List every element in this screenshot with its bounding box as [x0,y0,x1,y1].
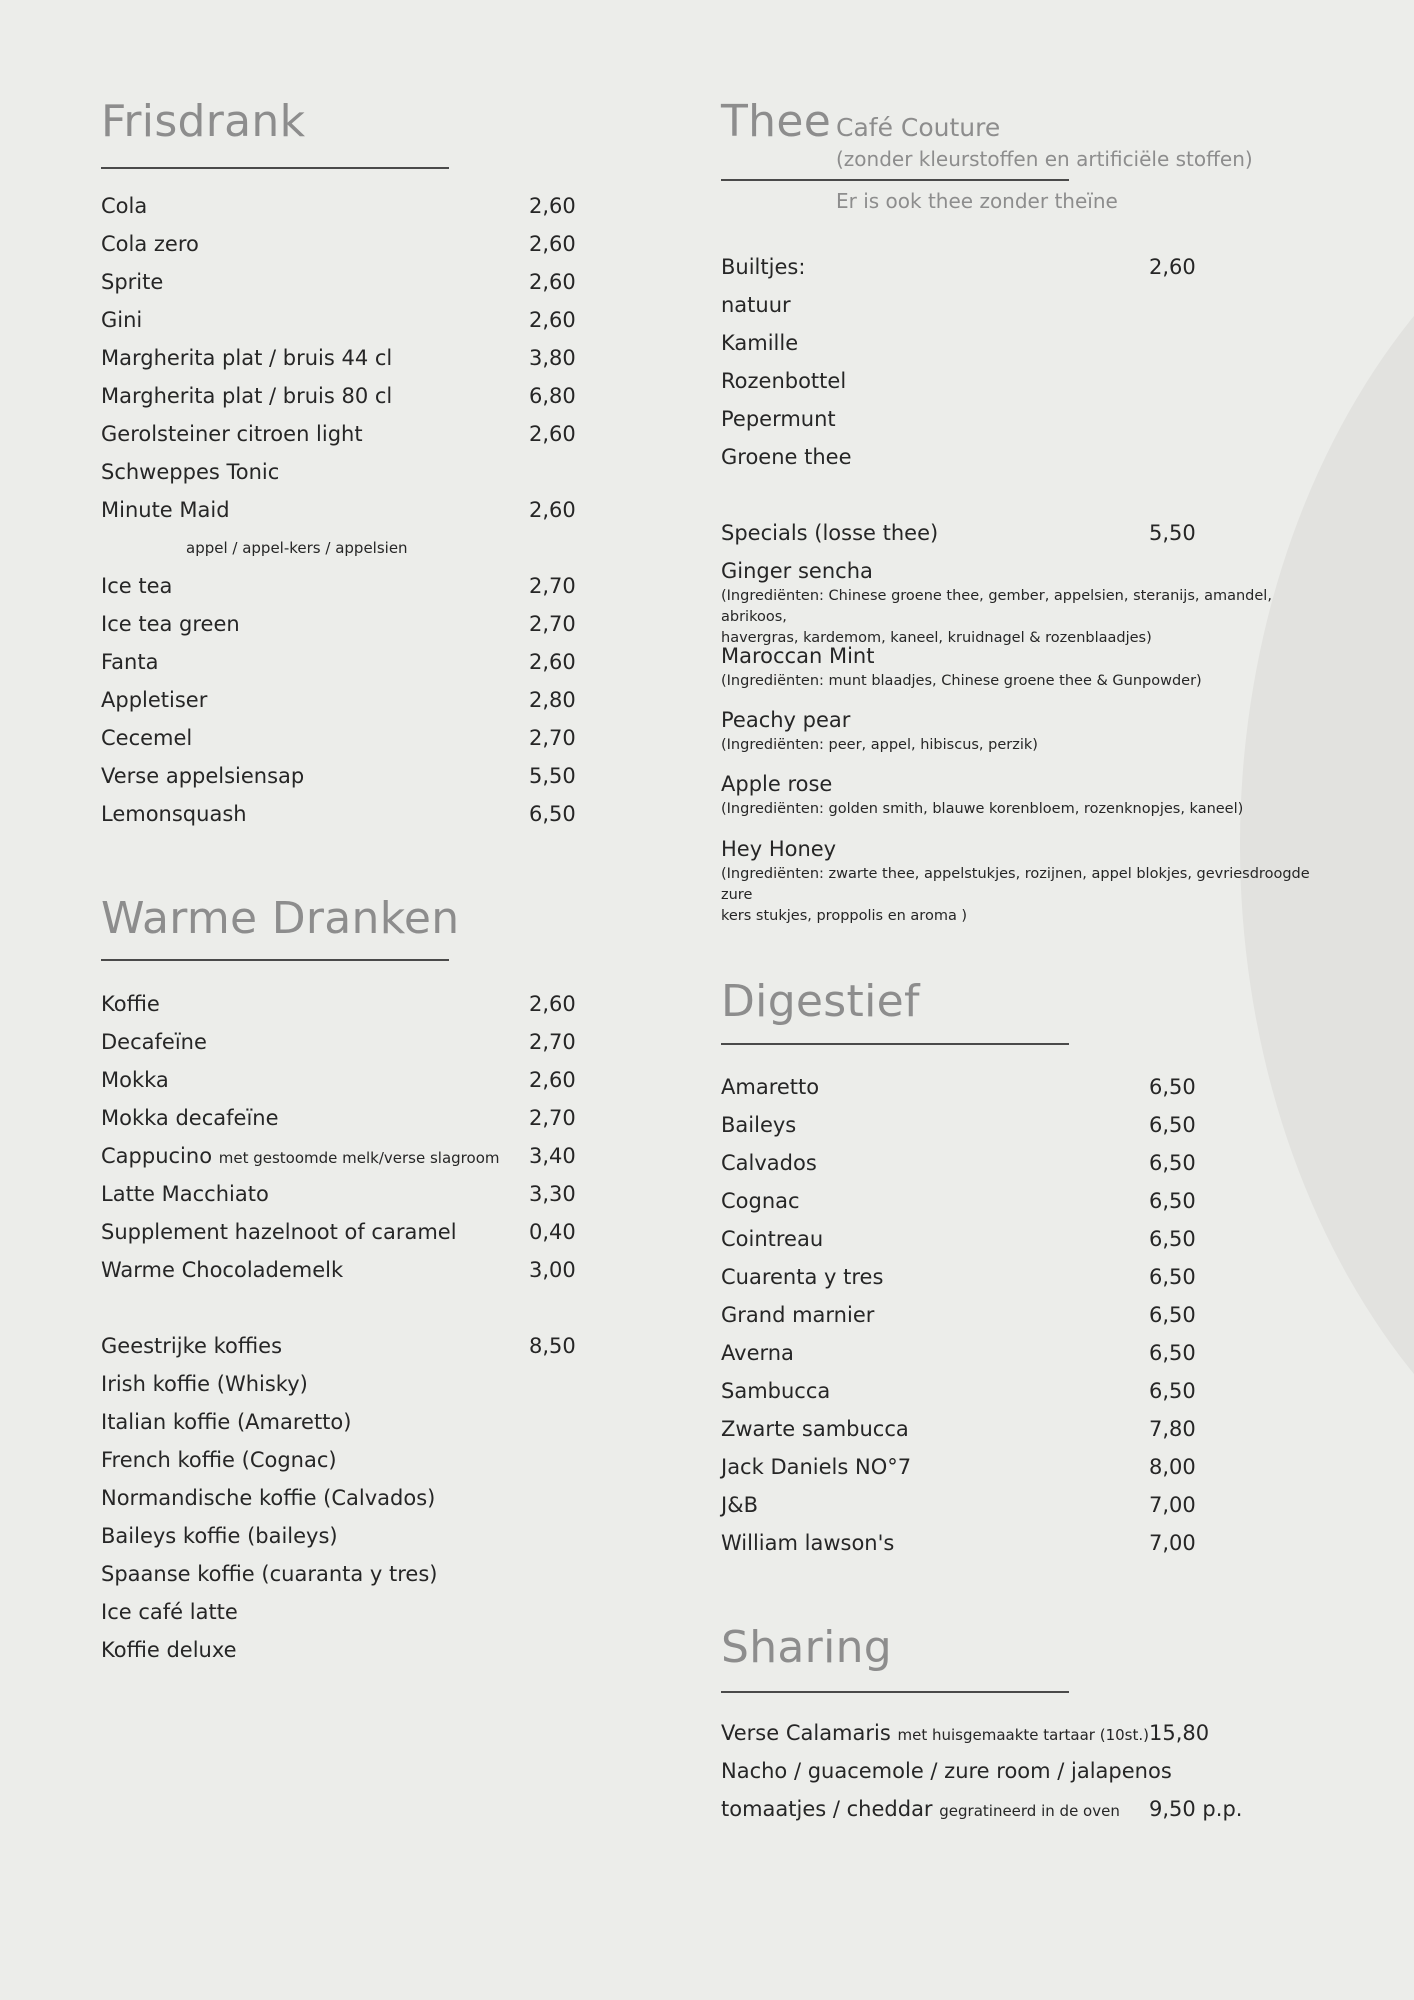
digestief-title: Digestief [721,976,920,1027]
item-name: Lemonsquash [101,802,247,826]
item-price: 2,60 [529,650,576,674]
item-price: 2,60 [529,1068,576,1092]
tea-ingredients [721,735,1321,756]
warme-dranken-title: Warme Dranken [101,893,460,944]
list-item [101,1137,621,1175]
item-name: Builtjes: [721,255,806,279]
list-item [721,1334,1341,1372]
item-name: Baileys koffie (baileys) [101,1524,338,1548]
special-tea-apple-rose [721,769,1321,820]
list-item [101,301,621,339]
item-name: Cecemel [101,726,193,750]
tea-name: Peachy pear [721,708,851,732]
list-item [721,1714,1341,1752]
item-price: 6,50 [1149,1113,1196,1137]
item-name: Spaanse koffie (cuaranta y tres) [101,1562,438,1586]
item-price: 7,00 [1149,1531,1196,1555]
list-item [101,1023,621,1061]
tea-name: Hey Honey [721,837,837,861]
item-name: Geestrijke koffies [101,1334,283,1358]
item-name: Warme Chocolademelk [101,1258,344,1282]
list-item [721,286,1341,324]
list-item [101,1593,621,1631]
item-name: Averna [721,1341,794,1365]
item-price: 2,60 [529,308,576,332]
item-price: 15,80 [1149,1721,1210,1745]
item-name: Fanta [101,650,159,674]
item-name: Appletiser [101,688,208,712]
list-item [101,681,621,719]
item-price: 6,50 [1149,1189,1196,1213]
list-item [101,1403,621,1441]
item-name: Rozenbottel [721,369,847,393]
tea-ingredients [721,586,1321,649]
list-item [721,324,1341,362]
item-price: 6,80 [529,384,576,408]
list-item [101,415,621,453]
item-name: Schweppes Tonic [101,460,280,484]
list-item [101,339,621,377]
list-item [721,1144,1341,1182]
item-name: Italian koffie (Amaretto) [101,1410,352,1434]
item-note: gegratineerd in de oven [939,1802,1120,1820]
item-price: 3,00 [529,1258,576,1282]
list-item [101,263,621,301]
item-name: Nacho / guacemole / zure room / jalapenos [721,1759,1172,1783]
item-price: 5,50 [1149,521,1196,545]
item-name: Jack Daniels NO°7 [721,1455,912,1479]
list-item [101,1631,621,1669]
item-name: Irish koffie (Whisky) [101,1372,308,1396]
sharing-title: Sharing [721,1622,893,1673]
list-item [101,1479,621,1517]
list-item [101,1555,621,1593]
list-item [101,187,621,225]
list-item [101,1099,621,1137]
list-item [721,438,1341,476]
special-tea-ginger [721,556,1321,649]
list-item [101,795,621,833]
item-name: Koffie [101,992,160,1016]
item-price: 6,50 [529,802,576,826]
item-name: Normandische koffie (Calvados) [101,1486,436,1510]
item-name: Specials (losse thee) [721,521,939,545]
builtjes-list [721,248,1341,476]
item-name: Ice tea green [101,612,240,636]
list-item [721,362,1341,400]
item-name: Cuarenta y tres [721,1265,884,1289]
item-name: Gerolsteiner citroen light [101,422,363,446]
ingredients-line: (Ingrediënten: zwarte thee, appelstukjes, rozijnen, appel blokjes, gevriesdroogde zure [721,866,1310,903]
item-name: Pepermunt [721,407,836,431]
digestief-list [721,1068,1341,1562]
item-name: Sprite [101,270,164,294]
frisdrank-divider [101,167,449,169]
item-name: Groene thee [721,445,852,469]
item-price: 2,70 [529,612,576,636]
list-item [101,491,621,529]
item-name: Verse appelsiensap [101,764,305,788]
item-price: 2,60 [1149,255,1196,279]
tea-name: Apple rose [721,772,833,796]
item-name: Cognac [721,1189,800,1213]
item-name: Ice café latte [101,1600,238,1624]
item-name: Sambucca [721,1379,831,1403]
item-price: 6,50 [1149,1341,1196,1365]
item-price: 2,60 [529,992,576,1016]
ingredients-line: (Ingrediënten: peer, appel, hibiscus, perzik) [721,737,1038,753]
item-price: 7,80 [1149,1417,1196,1441]
item-price: 2,60 [529,194,576,218]
digestief-divider [721,1043,1069,1045]
item-name: Calvados [721,1151,817,1175]
ingredients-line: kers stukjes, proppolis en aroma ) [721,908,968,924]
list-item [101,1517,621,1555]
list-item [721,1182,1341,1220]
item-name: Amaretto [721,1075,820,1099]
item-price: 3,40 [529,1144,576,1168]
list-item [101,377,621,415]
sharing-list [721,1714,1341,1828]
ingredients-line: (Ingrediënten: golden smith, blauwe korenbloem, rozenknopjes, kaneel) [721,801,1244,817]
thee-theine-note: Er is ook thee zonder theïne [836,189,1118,213]
item-price: 5,50 [529,764,576,788]
list-item [721,400,1341,438]
warme-dranken-list [101,985,621,1289]
tea-name: Ginger sencha [721,559,873,583]
list-item [101,1213,621,1251]
item-variants: appel / appel-kers / appelsien [186,539,408,557]
thee-divider [721,179,1069,181]
item-price: 2,70 [529,726,576,750]
item-price: 0,40 [529,1220,576,1244]
item-name: Cointreau [721,1227,824,1251]
item-note: met gestoomde melk/verse slagroom [218,1149,500,1167]
item-name: Mokka decafeïne [101,1106,279,1130]
item-price: 6,50 [1149,1151,1196,1175]
item-price: 3,30 [529,1182,576,1206]
item-price: 2,80 [529,688,576,712]
item-name: Cola [101,194,148,218]
thee-brand: Café Couture [836,113,1001,142]
list-item [101,1365,621,1403]
list-item [721,1258,1341,1296]
list-item [721,1068,1341,1106]
item-name: Zwarte sambucca [721,1417,909,1441]
list-item [721,1372,1341,1410]
item-name: French koffie (Cognac) [101,1448,337,1472]
list-item [721,1220,1341,1258]
item-name: Decafeïne [101,1030,207,1054]
item-price: 2,70 [529,1030,576,1054]
list-item [101,1251,621,1289]
ingredients-line: (Ingrediënten: munt blaadjes, Chinese groene thee & Gunpowder) [721,673,1202,689]
special-tea-pear [721,705,1321,756]
list-item [101,1061,621,1099]
list-item [101,605,621,643]
item-price: 6,50 [1149,1379,1196,1403]
item-price: 8,50 [529,1334,576,1358]
list-item [721,1486,1341,1524]
list-item [721,1790,1341,1828]
frisdrank-title: Frisdrank [101,96,306,147]
special-tea-mint [721,641,1321,692]
frisdrank-list [101,187,621,833]
list-item [101,1441,621,1479]
item-name: Ice tea [101,574,173,598]
item-name: Gini [101,308,143,332]
list-item [721,1448,1341,1486]
item-name: Kamille [721,331,799,355]
item-price: 6,50 [1149,1227,1196,1251]
item-price: 6,50 [1149,1303,1196,1327]
item-price: 2,60 [529,422,576,446]
item-price: 9,50 p.p. [1149,1797,1243,1821]
list-item [101,1175,621,1213]
list-item [721,1410,1341,1448]
item-price: 8,00 [1149,1455,1196,1479]
tea-ingredients [721,671,1321,692]
thee-title: Thee [721,96,832,147]
item-name: Baileys [721,1113,797,1137]
item-price: 6,50 [1149,1265,1196,1289]
item-name: Latte Macchiato [101,1182,269,1206]
item-name: natuur [721,293,791,317]
item-name: Grand marnier [721,1303,875,1327]
item-name: Cappucino [101,1144,213,1168]
geestrijke-koffies-list [101,1327,621,1669]
list-item [101,453,621,491]
item-name: Cola zero [101,232,199,256]
tea-ingredients [721,799,1321,820]
item-note: met huisgemaakte tartaar (10st.) [897,1726,1149,1744]
item-name: Verse Calamaris [721,1721,891,1745]
list-item [721,1106,1341,1144]
list-item [101,719,621,757]
warme-dranken-divider [101,959,449,961]
item-name: Margherita plat / bruis 44 cl [101,346,393,370]
list-item [101,643,621,681]
item-name: Minute Maid [101,498,230,522]
item-price: 2,60 [529,270,576,294]
item-name: J&B [721,1493,758,1517]
item-name: William lawson's [721,1531,895,1555]
item-price: 2,70 [529,1106,576,1130]
item-name: Margherita plat / bruis 80 cl [101,384,393,408]
item-price: 6,50 [1149,1075,1196,1099]
item-name: Supplement hazelnoot of caramel [101,1220,457,1244]
tea-name: Maroccan Mint [721,644,875,668]
list-item [721,1752,1341,1790]
thee-brand-note: (zonder kleurstoffen en artificiële stoffen) [836,147,1253,171]
list-item-variants [101,529,621,567]
list-item [101,985,621,1023]
item-price: 2,70 [529,574,576,598]
item-price: 2,60 [529,498,576,522]
specials-header [721,514,1341,552]
list-item [101,757,621,795]
item-name: tomaatjes / cheddar [721,1797,933,1821]
list-item [721,514,1341,552]
item-price: 7,00 [1149,1493,1196,1517]
special-tea-honey [721,834,1321,927]
sharing-divider [721,1691,1069,1693]
item-price: 3,80 [529,346,576,370]
item-price: 2,60 [529,232,576,256]
list-item [721,248,1341,286]
list-item [101,567,621,605]
item-name: Koffie deluxe [101,1638,237,1662]
list-item [721,1524,1341,1562]
tea-ingredients [721,864,1321,927]
list-item [101,1327,621,1365]
ingredients-line: havergras, kardemom, kaneel, kruidnagel & rozenblaadjes) [721,630,1152,646]
list-item [721,1296,1341,1334]
item-name: Mokka [101,1068,169,1092]
ingredients-line: (Ingrediënten: Chinese groene thee, gember, appelsien, steranijs, amandel, abrikoos, [721,588,1272,625]
list-item [101,225,621,263]
